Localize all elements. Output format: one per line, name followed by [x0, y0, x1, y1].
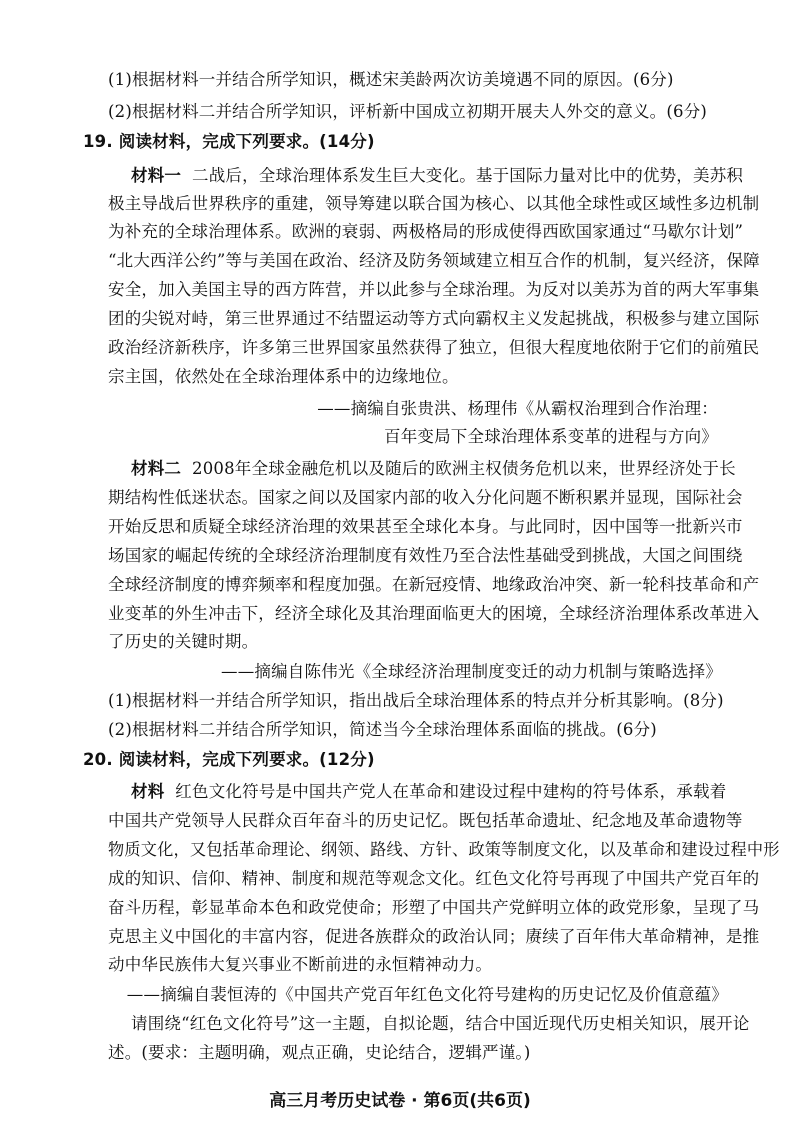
- q19-m1-line: 极主导战后世界秩序的重建，领导筹建以联合国为核心、以其他全球性或区域性多边机制: [108, 194, 760, 213]
- q19-m2-label: 材料二: [131, 459, 182, 478]
- q19-m2-text: 2008年全球金融危机以及随后的欧洲主权债务危机以来，世界经济处于长: [192, 459, 736, 478]
- q20-m-line: 克思主义中国化的丰富内容，促进各族群众的政治认同；赓续了百年伟大革命精神，是推: [108, 927, 760, 946]
- q19-title: 19. 阅读材料，完成下列要求。(14分): [83, 132, 375, 151]
- q20-ask: 请围绕“红色文化符号”这一主题，自拟论题，结合中国近现代历史相关知识，展开论: [131, 1014, 750, 1033]
- page-footer: 高三月考历史试卷 · 第6页(共6页): [269, 1091, 531, 1111]
- q20-m-line: 成的知识、信仰、精神、制度和规范等观念文化。红色文化符号再现了中国共产党百年的: [108, 869, 760, 888]
- q19-m1-line: 安全，加入美国主导的西方阵营，并以此参与全球治理。为反对以美苏为首的两大军事集: [108, 280, 760, 299]
- q19-m2-source: ——摘编自陈伟光《全球经济治理制度变迁的动力机制与策略选择》: [221, 662, 722, 681]
- q19-m1-source: ——摘编自张贵洪、杨理伟《从霸权治理到合作治理：: [317, 399, 718, 418]
- q20-ask-cont: 述。(要求：主题明确，观点正确，史论结合，逻辑严谨。): [108, 1043, 531, 1062]
- q19-m2-line: 全球经济制度的博弈频率和程度加强。在新冠疫情、地缘政治冲突、新一轮科技革命和产: [108, 575, 760, 594]
- q20-m-line: 奋斗历程，彰显革命本色和政党使命；形塑了中国共产党鲜明立体的政党形象，呈现了马: [108, 898, 760, 917]
- q19-m1-label: 材料一: [131, 166, 182, 185]
- q20-m-label: 材料: [131, 782, 165, 801]
- q20-m-line: 物质文化，又包括革命理论、纲领、路线、方针、政策等制度文化，以及革命和建设过程中形: [108, 840, 780, 859]
- q20-m-line: 中国共产党领导人民群众百年奋斗的历史记忆。既包括革命遗址、纪念地及革命遗物等: [108, 811, 743, 830]
- q19-m1-line: 团的尖锐对峙，第三世界通过不结盟运动等方式向霸权主义发起挑战，积极参与建立国际: [108, 309, 760, 328]
- q19-sub1: (1)根据材料一并结合所学知识，指出战后全球治理体系的特点并分析其影响。(8分): [108, 691, 724, 710]
- q19-m2-line: 业变革的外生冲击下，经济全球化及其治理面临更大的困境，全球经济治理体系改革进入: [108, 604, 760, 623]
- q19-m1-line: 宗主国，依然处在全球治理体系中的边缘地位。: [108, 367, 459, 386]
- q20-title: 20. 阅读材料，完成下列要求。(12分): [83, 750, 375, 769]
- q19-m1-line: 政治经济新秩序，许多第三世界国家虽然获得了独立，但很大程度地依附于它们的前殖民: [108, 338, 760, 357]
- q19-m1-text: 二战后，全球治理体系发生巨大变化。基于国际力量对比中的优势，美苏积: [192, 166, 744, 185]
- q19-m1-first-line: [131, 164, 743, 188]
- q19-m1-source-cont: 百年变局下全球治理体系变革的进程与方向》: [384, 427, 718, 446]
- q18-sub2: (2)根据材料二并结合所学知识，评析新中国成立初期开展夫人外交的意义。(6分): [108, 102, 708, 121]
- q19-m2-line: 开始反思和质疑全球经济治理的效果甚至全球化本身。与此同时，因中国等一批新兴市: [108, 517, 743, 536]
- q18-sub1: (1)根据材料一并结合所学知识，概述宋美龄两次访美境遇不同的原因。(6分): [108, 70, 674, 89]
- q20-m-source: ——摘编自裴恒涛的《中国共产党百年红色文化符号建构的历史记忆及价值意蕴》: [126, 985, 728, 1004]
- q19-m2-line: 了历史的关键时期。: [108, 632, 259, 651]
- q19-m1-line: “北大西洋公约”等与美国在政治、经济及防务领域建立相互合作的机制，复兴经济，保障: [108, 251, 760, 270]
- q19-m2-line: 场国家的崛起传统的全球经济治理制度有效性乃至合法性基础受到挑战，大国之间围绕: [108, 546, 743, 565]
- q20-m-line: 动中华民族伟大复兴事业不断前进的永恒精神动力。: [108, 955, 493, 974]
- q19-m2-line: 期结构性低迷状态。国家之间以及国家内部的收入分化问题不断积累并显现，国际社会: [108, 488, 743, 507]
- q19-m1-line: 为补充的全球治理体系。欧洲的衰弱、两极格局的形成使得西欧国家通过“马歇尔计划”: [108, 222, 744, 241]
- q20-m-first-line: [131, 780, 726, 804]
- q19-sub2: (2)根据材料二并结合所学知识，简述当今全球治理体系面临的挑战。(6分): [108, 720, 657, 739]
- q19-m2-first-line: [131, 457, 736, 481]
- q20-m-text: 红色文化符号是中国共产党人在革命和建设过程中建构的符号体系，承载着: [175, 782, 727, 801]
